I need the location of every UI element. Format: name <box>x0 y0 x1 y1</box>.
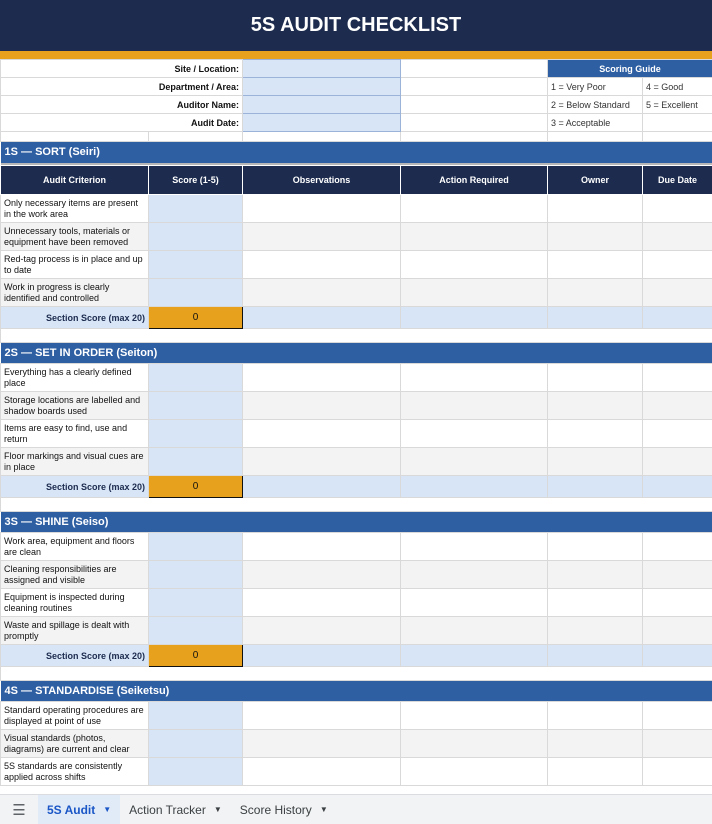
owner-cell[interactable] <box>548 420 643 448</box>
score-input[interactable] <box>149 533 243 561</box>
due-date-cell[interactable] <box>643 195 712 223</box>
due-date-cell[interactable] <box>643 251 712 279</box>
due-date-cell[interactable] <box>643 364 712 392</box>
score-input[interactable] <box>149 279 243 307</box>
sheet-tab-bar <box>0 794 712 824</box>
info-label-date: Audit Date: <box>1 114 243 132</box>
section-title: 3S — SHINE (Seiso) <box>1 512 712 533</box>
observations-cell[interactable] <box>243 364 401 392</box>
page-title: 5S AUDIT CHECKLIST <box>0 0 712 51</box>
due-date-cell[interactable] <box>643 702 712 730</box>
score-input[interactable] <box>149 758 243 786</box>
owner-cell[interactable] <box>548 589 643 617</box>
section-title: 2S — SET IN ORDER (Seiton) <box>1 343 712 364</box>
section-title: 1S — SORT (Seiri) <box>1 142 712 163</box>
action-required-cell[interactable] <box>401 589 548 617</box>
scoring-guide-item: 3 = Acceptable <box>548 114 643 132</box>
owner-cell[interactable] <box>548 702 643 730</box>
action-required-cell[interactable] <box>401 279 548 307</box>
criterion-row <box>1 702 712 730</box>
observations-cell[interactable] <box>243 561 401 589</box>
owner-cell[interactable] <box>548 251 643 279</box>
action-required-cell[interactable] <box>401 195 548 223</box>
scoring-guide-title: Scoring Guide <box>548 60 712 78</box>
observations-cell[interactable] <box>243 392 401 420</box>
info-row <box>1 114 712 132</box>
section-header-row <box>1 142 712 163</box>
action-required-cell[interactable] <box>401 730 548 758</box>
section-score-value[interactable]: 0 <box>149 307 243 329</box>
owner-cell[interactable] <box>548 561 643 589</box>
criterion-row <box>1 730 712 758</box>
info-row <box>1 96 712 114</box>
due-date-cell[interactable] <box>643 758 712 786</box>
sheet-tab-label: 5S Audit <box>47 802 96 817</box>
action-required-cell[interactable] <box>401 448 548 476</box>
due-date-cell[interactable] <box>643 448 712 476</box>
action-required-cell[interactable] <box>401 420 548 448</box>
criterion-text: 5S standards are consistently applied across shifts <box>1 758 149 786</box>
observations-cell[interactable] <box>243 702 401 730</box>
observations-cell[interactable] <box>243 758 401 786</box>
score-input[interactable] <box>149 448 243 476</box>
criterion-row <box>1 420 712 448</box>
title-accent-strip <box>0 51 712 59</box>
sheet-tab[interactable] <box>231 795 337 824</box>
criterion-text: Work in progress is clearly identified and controlled <box>1 279 149 307</box>
criterion-text: Storage locations are labelled and shadow boards used <box>1 392 149 420</box>
criterion-text: Standard operating procedures are displayed at point of use <box>1 702 149 730</box>
info-label-auditor: Auditor Name: <box>1 96 243 114</box>
score-input[interactable] <box>149 251 243 279</box>
criterion-row <box>1 279 712 307</box>
due-date-cell[interactable] <box>643 392 712 420</box>
observations-cell[interactable] <box>243 533 401 561</box>
caret-down-icon[interactable]: ▼ <box>103 805 112 814</box>
column-header: Observations <box>243 166 401 195</box>
criterion-row <box>1 448 712 476</box>
section-score-value[interactable]: 0 <box>149 476 243 498</box>
department-area-input[interactable] <box>243 78 401 96</box>
site-location-input[interactable] <box>243 60 401 78</box>
score-input[interactable] <box>149 195 243 223</box>
section-score-label: Section Score (max 20) <box>1 645 149 667</box>
info-label-department: Department / Area: <box>1 78 243 96</box>
section-score-label: Section Score (max 20) <box>1 307 149 329</box>
info-row <box>1 60 712 78</box>
owner-cell[interactable] <box>548 617 643 645</box>
due-date-cell[interactable] <box>643 223 712 251</box>
caret-down-icon[interactable]: ▼ <box>213 805 222 814</box>
observations-cell[interactable] <box>243 730 401 758</box>
observations-cell[interactable] <box>243 617 401 645</box>
section-title: 4S — STANDARDISE (Seiketsu) <box>1 681 712 702</box>
criterion-text: Items are easy to find, use and return <box>1 420 149 448</box>
section-score-label: Section Score (max 20) <box>1 476 149 498</box>
column-header-row <box>1 166 712 195</box>
criterion-row <box>1 758 712 786</box>
action-required-cell[interactable] <box>401 223 548 251</box>
column-header: Audit Criterion <box>1 166 149 195</box>
due-date-cell[interactable] <box>643 533 712 561</box>
observations-cell[interactable] <box>243 448 401 476</box>
section-header-row <box>1 681 712 702</box>
due-date-cell[interactable] <box>643 279 712 307</box>
criterion-text: Waste and spillage is dealt with promptly <box>1 617 149 645</box>
criterion-text: Visual standards (photos, diagrams) are current and clear <box>1 730 149 758</box>
audit-grid <box>0 59 712 786</box>
score-input[interactable] <box>149 223 243 251</box>
section-header-row <box>1 512 712 533</box>
criterion-text: Everything has a clearly defined place <box>1 364 149 392</box>
owner-cell[interactable] <box>548 195 643 223</box>
observations-cell[interactable] <box>243 589 401 617</box>
owner-cell[interactable] <box>548 533 643 561</box>
score-input[interactable] <box>149 617 243 645</box>
observations-cell[interactable] <box>243 251 401 279</box>
observations-cell[interactable] <box>243 195 401 223</box>
owner-cell[interactable] <box>548 730 643 758</box>
column-header: Owner <box>548 166 643 195</box>
score-input[interactable] <box>149 364 243 392</box>
due-date-cell[interactable] <box>643 730 712 758</box>
criterion-row <box>1 251 712 279</box>
column-header: Due Date <box>643 166 712 195</box>
scoring-guide-item: 2 = Below Standard <box>548 96 643 114</box>
criterion-text: Red-tag process is in place and up to date <box>1 251 149 279</box>
due-date-cell[interactable] <box>643 589 712 617</box>
score-input[interactable] <box>149 589 243 617</box>
scoring-guide-item: 5 = Excellent <box>643 96 712 114</box>
criterion-row <box>1 364 712 392</box>
section-score-row <box>1 645 712 667</box>
due-date-cell[interactable] <box>643 420 712 448</box>
section-score-value[interactable]: 0 <box>149 645 243 667</box>
observations-cell[interactable] <box>243 420 401 448</box>
owner-cell[interactable] <box>548 279 643 307</box>
action-required-cell[interactable] <box>401 758 548 786</box>
criterion-row <box>1 195 712 223</box>
scoring-guide-item: 4 = Good <box>643 78 712 96</box>
info-label-site: Site / Location: <box>1 60 243 78</box>
sheet-tab[interactable] <box>38 795 120 824</box>
action-required-cell[interactable] <box>401 533 548 561</box>
column-header: Action Required <box>401 166 548 195</box>
info-row <box>1 78 712 96</box>
observations-cell[interactable] <box>243 223 401 251</box>
criterion-text: Cleaning responsibilities are assigned and visible <box>1 561 149 589</box>
criterion-row <box>1 589 712 617</box>
action-required-cell[interactable] <box>401 392 548 420</box>
score-input[interactable] <box>149 730 243 758</box>
criterion-text: Work area, equipment and floors are clean <box>1 533 149 561</box>
owner-cell[interactable] <box>548 448 643 476</box>
caret-down-icon[interactable]: ▼ <box>319 805 328 814</box>
owner-cell[interactable] <box>548 758 643 786</box>
criterion-row <box>1 392 712 420</box>
auditor-name-input[interactable] <box>243 96 401 114</box>
criterion-text: Equipment is inspected during cleaning routines <box>1 589 149 617</box>
section-header-row <box>1 343 712 364</box>
observations-cell[interactable] <box>243 279 401 307</box>
audit-date-input[interactable] <box>243 114 401 132</box>
section-score-row <box>1 476 712 498</box>
score-input[interactable] <box>149 702 243 730</box>
section-score-row <box>1 307 712 329</box>
criterion-text: Unnecessary tools, materials or equipment have been removed <box>1 223 149 251</box>
action-required-cell[interactable] <box>401 561 548 589</box>
owner-cell[interactable] <box>548 392 643 420</box>
action-required-cell[interactable] <box>401 702 548 730</box>
sheet-tab[interactable] <box>120 795 231 824</box>
score-input[interactable] <box>149 561 243 589</box>
sheet-tab-label: Action Tracker <box>129 802 206 817</box>
criterion-row <box>1 561 712 589</box>
action-required-cell[interactable] <box>401 251 548 279</box>
hamburger-menu-icon[interactable]: ☰ <box>12 801 26 819</box>
due-date-cell[interactable] <box>643 561 712 589</box>
score-input[interactable] <box>149 392 243 420</box>
criterion-row <box>1 533 712 561</box>
criterion-row <box>1 223 712 251</box>
criterion-text: Only necessary items are present in the work area <box>1 195 149 223</box>
criterion-text: Floor markings and visual cues are in place <box>1 448 149 476</box>
due-date-cell[interactable] <box>643 617 712 645</box>
column-header: Score (1-5) <box>149 166 243 195</box>
owner-cell[interactable] <box>548 364 643 392</box>
action-required-cell[interactable] <box>401 617 548 645</box>
criterion-row <box>1 617 712 645</box>
scoring-guide-item: 1 = Very Poor <box>548 78 643 96</box>
owner-cell[interactable] <box>548 223 643 251</box>
sheet-tab-label: Score History <box>239 802 312 817</box>
action-required-cell[interactable] <box>401 364 548 392</box>
score-input[interactable] <box>149 420 243 448</box>
